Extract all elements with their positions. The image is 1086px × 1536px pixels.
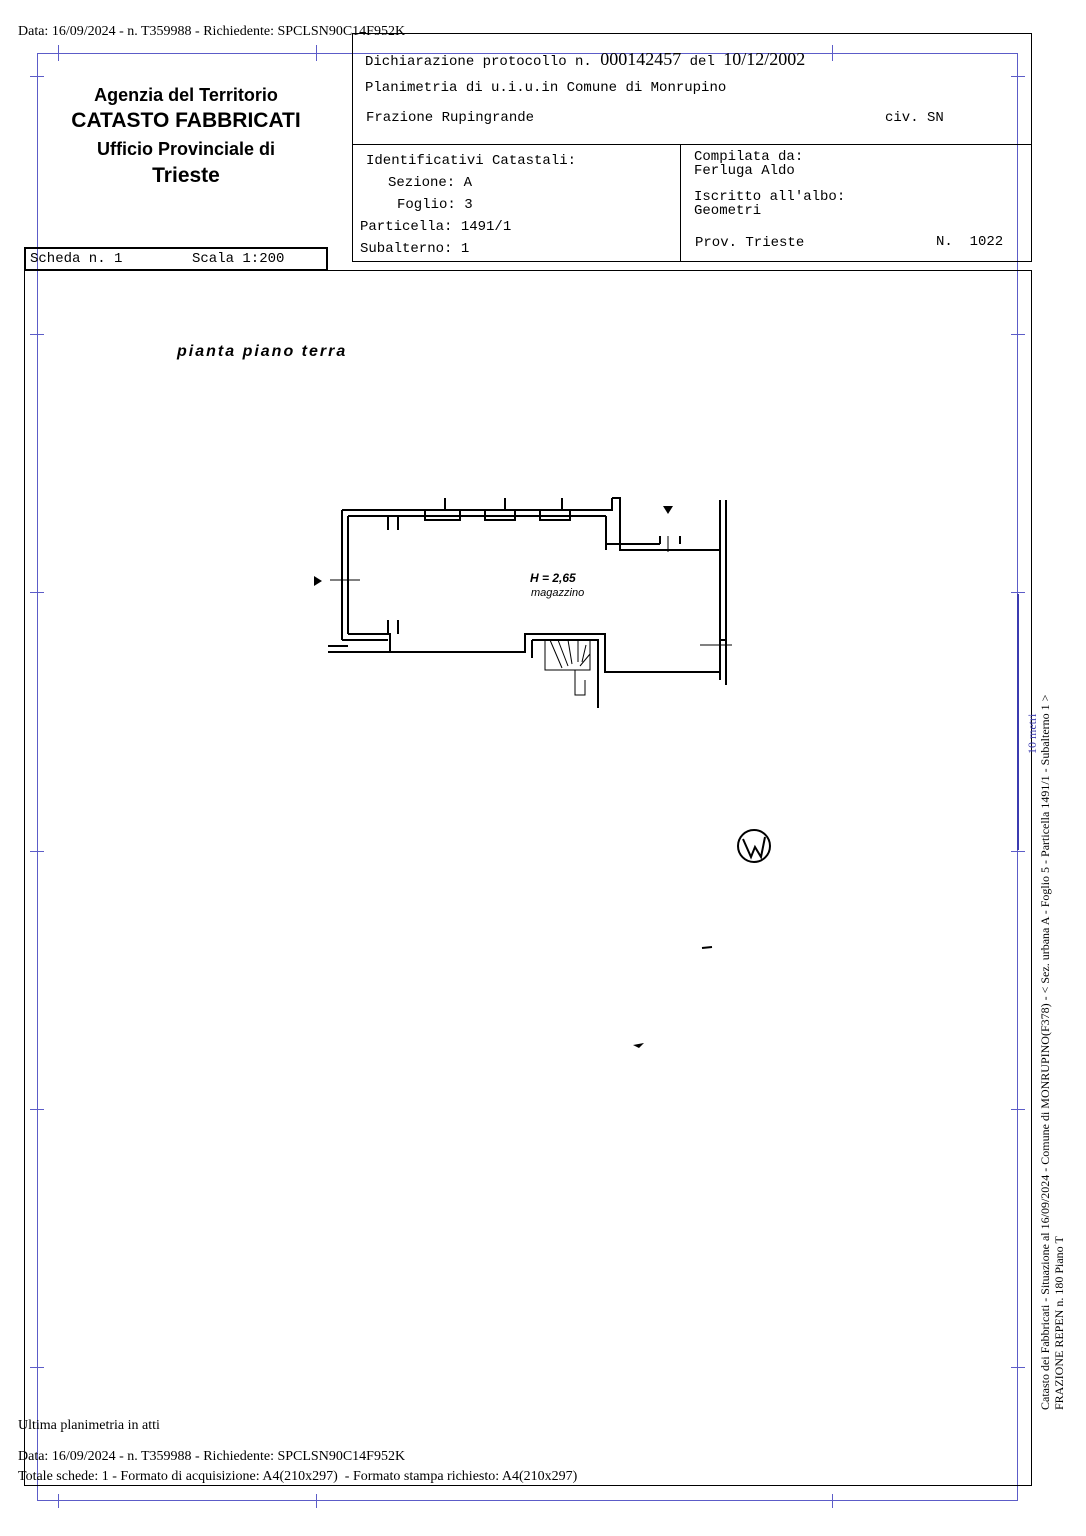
identificativi-title: Identificativi Catastali: xyxy=(366,153,577,169)
prov-label: Prov. Trieste xyxy=(695,235,805,251)
particella: Particella: 1491/1 xyxy=(360,219,512,235)
foglio: Foglio: 3 xyxy=(397,197,473,213)
compilata-name: Ferluga Aldo xyxy=(694,163,795,179)
north-arrow-icon xyxy=(735,827,773,865)
floor-plan-drawing xyxy=(300,440,760,730)
albo-value: Geometri xyxy=(694,203,762,219)
scheda-number: Scheda n. 1 xyxy=(30,251,123,267)
planimetria-line: Planimetria di u.i.u.in Comune di Monrupino xyxy=(365,80,727,96)
compilata-block xyxy=(694,150,845,218)
declaration-date: 10/12/2002 xyxy=(723,49,806,69)
footer-data: Data: 16/09/2024 - n. T359988 - Richiedente: SPCLSN90C14F952K xyxy=(18,1449,406,1464)
scan-mark xyxy=(630,1038,650,1052)
side-caption-line1: Catasto dei Fabbricati - Situazione al 16/09/2024 - Comune di MONRUPINO(F378) - < Sez. urbana A - Foglio 5 - Particella 1491/1 - Subalterno 1 > xyxy=(1038,694,1052,1410)
scale-bar-label-wrap xyxy=(1020,694,1040,754)
compilata-label: Compilata da: xyxy=(694,149,804,165)
room-name: magazzino xyxy=(531,587,585,599)
civic-number: civ. SN xyxy=(885,110,944,126)
declaration-number: 000142457 xyxy=(600,49,682,69)
agency-name: Agenzia del Territorio xyxy=(94,85,278,105)
declaration-label: Dichiarazione protocollo n. xyxy=(365,54,592,70)
room-height: H = 2,65 xyxy=(530,571,576,585)
office-city: Trieste xyxy=(152,164,220,187)
top-request-line: Data: 16/09/2024 - n. T359988 - Richiedente: SPCLSN90C14F952K xyxy=(18,24,406,39)
declaration-del: del xyxy=(689,54,715,70)
subalterno: Subalterno: 1 xyxy=(360,241,470,257)
albo-label: Iscritto all'albo: xyxy=(694,189,846,205)
agency-header xyxy=(40,84,332,190)
side-caption-line2: FRAZIONE REPEN n. 180 Piano T xyxy=(1052,1236,1066,1410)
scala: Scala 1:200 xyxy=(192,251,285,267)
scale-bar xyxy=(1017,594,1019,850)
plan-title: pianta piano terra xyxy=(177,343,348,360)
scan-mark xyxy=(700,944,716,952)
side-caption xyxy=(1038,530,1066,1410)
sezione: Sezione: A xyxy=(388,175,473,191)
footer-ultima: Ultima planimetria in atti xyxy=(18,1418,160,1433)
identificativi-list xyxy=(360,150,577,260)
footer-totale: Totale schede: 1 - Formato di acquisizione: A4(210x297) - Formato stampa richiesto: A4(210x297) xyxy=(18,1469,578,1484)
catasto-title: CATASTO FABBRICATI xyxy=(71,109,301,132)
frazione-line: Frazione Rupingrande xyxy=(366,110,535,126)
albo-number: N. 1022 xyxy=(936,234,1004,250)
scale-bar-label: 10 metri xyxy=(1025,713,1039,754)
declaration-line xyxy=(365,49,805,70)
office-label: Ufficio Provinciale di xyxy=(96,139,276,159)
